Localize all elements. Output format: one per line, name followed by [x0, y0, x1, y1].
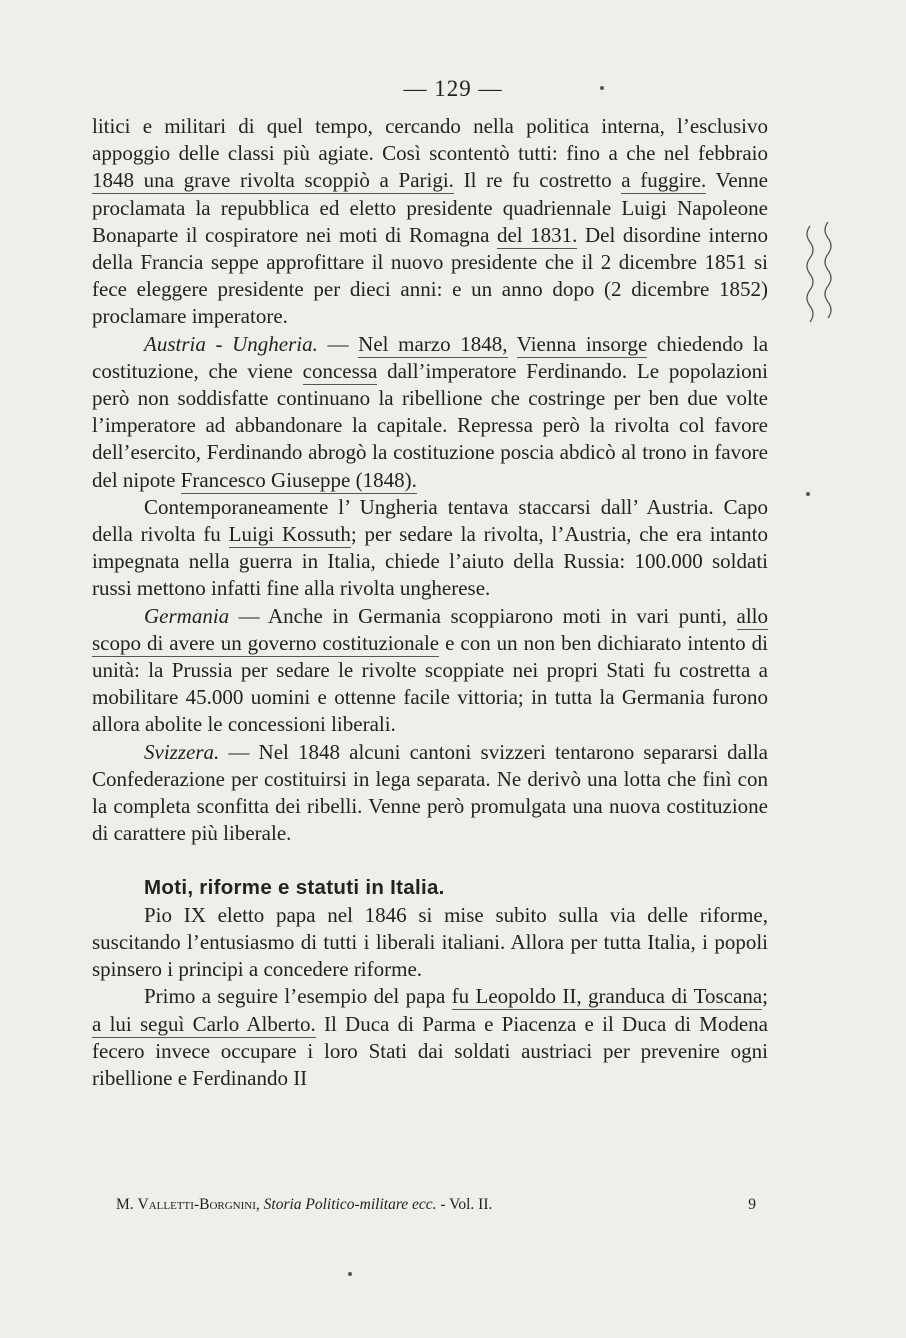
underlined-text: Nel marzo 1848, — [358, 331, 508, 356]
section-heading: Moti, riforme e statuti in Italia. — [144, 876, 445, 900]
text-run: dall’imperatore Ferdinando. Le popolazioni però non soddisfatte continuano la ribellione che costringe per ben due volte l’imperatore ad abbandonare la capitale. Repressa però la rivolta col favore dell’esercito, Ferdinando abrogò la costituzione poscia abdicò al trono in favore del nipote — [92, 358, 768, 492]
text-run: Il Duca di Parma e Piacenza e il Duca di Modena fecero invece occupare i loro Stati dai soldati austriaci per prevenire ogni ribellione e Ferdinando II — [92, 1011, 768, 1090]
text-run: ; per sedare la rivolta, l’Austria, che era intanto impegnata nella guerra in Italia, chiede l’aiuto della Russia: 100.000 soldati russi mettono infatti fine alla rivolta ungherese. — [92, 522, 769, 601]
underlined-text: concessa — [302, 358, 378, 383]
section-label: Germania — [144, 603, 230, 628]
underlined-text: fu Leopoldo II, granduca di Toscana — [451, 984, 763, 1009]
text-run: Pio IX eletto papa nel 1846 si mise subito sulla via delle riforme, suscitando l’entusiasmo di tutti i liberali italiani. Allora per tutta Italia, i popoli spinsero i principi a concedere riforme. — [92, 902, 768, 982]
text-run — [508, 332, 517, 356]
text-run: e con un non ben dichiarato intento di unità: la Prussia per sedare le rivolte scoppiate nei propri Stati fu costretta a mobilitare 45.000 uomini e ottenne facile vittoria; in tutta la Germania furono allora abolite le concessioni liberali. — [92, 630, 768, 737]
text-run: — Nel 1848 alcuni cantoni svizzeri tentarono separarsi dalla Confederazione per costituirsi in lega separata. Ne derivò una lotta che finì con la completa sconfitta dei ribelli. Venne però promulgata una nuova costituzione di carattere più liberale. — [92, 739, 768, 846]
section-label: Svizzera. — [144, 739, 220, 764]
text-run: — Anche in Germania scoppiarono moti in vari punti, — [229, 603, 737, 628]
paper-speck — [600, 86, 604, 90]
text-run: — — [317, 331, 359, 356]
footer-author-initial: M. — [116, 1196, 138, 1213]
footer-volume: - Vol. II. — [440, 1196, 493, 1213]
text-run: Contemporaneamente l’ Ungheria tentava staccarsi dall’ Austria. Capo della rivolta fu — [92, 494, 768, 547]
paper-speck — [806, 492, 810, 496]
underlined-text: Vienna insorge — [516, 331, 648, 356]
paragraph — [92, 739, 768, 848]
page-number: — 129 — — [403, 76, 503, 101]
paragraph — [92, 113, 768, 331]
paragraph — [92, 603, 768, 739]
page-body — [92, 113, 768, 1092]
page-footer — [116, 1196, 756, 1214]
text-run: litici e militari di quel tempo, cercando nella politica interna, l’esclusivo appoggio delle classi più agiate. Così scontentò tutti: fino a che nel febbraio — [92, 114, 768, 166]
section-label: Austria - Ungheria. — [144, 331, 318, 356]
text-run: chiedendo la costituzione, che viene — [92, 331, 769, 383]
footer-author: Valletti-Borgnini, — [137, 1196, 260, 1213]
paragraph — [92, 983, 768, 1092]
text-run: Il re fu costretto — [453, 168, 622, 193]
text-run: ; — [762, 984, 768, 1009]
underlined-text: allo scopo di avere un governo costituzionale — [92, 603, 768, 655]
margin-pencil-marks — [796, 222, 846, 342]
text-run: Venne proclamata la repubblica ed eletto presidente quadriennale Luigi Napoleone Bonaparte il cospiratore nei moti di Romagna — [92, 168, 768, 247]
underlined-text: a lui seguì Carlo Alberto. — [92, 1011, 316, 1036]
paragraph — [92, 902, 768, 984]
paragraph — [92, 331, 768, 494]
underlined-text: del 1831. — [496, 222, 578, 247]
footer-book-title: Storia Politico-militare ecc. — [263, 1196, 437, 1213]
underlined-text: Luigi Kossuth — [228, 522, 351, 547]
underlined-text: a fuggire. — [621, 168, 707, 193]
text-run: Primo a seguire l’esempio del papa — [144, 984, 452, 1009]
underlined-text: 1848 una grave rivolta scoppiò a Parigi. — [92, 168, 454, 193]
paper-speck — [348, 1272, 352, 1276]
underlined-text: Francesco Giuseppe (1848). — [180, 467, 417, 492]
paragraph — [92, 874, 768, 901]
footer-citation — [116, 1196, 492, 1214]
footer-signature: 9 — [748, 1196, 756, 1213]
paragraph — [92, 494, 768, 603]
text-run: Del disordine interno della Francia seppe approfittare il nuovo presidente che il 2 dicembre 1851 si fece eleggere presidente per dieci anni: e un anno dopo (2 dicembre 1852) proclamare imperatore. — [92, 222, 769, 329]
